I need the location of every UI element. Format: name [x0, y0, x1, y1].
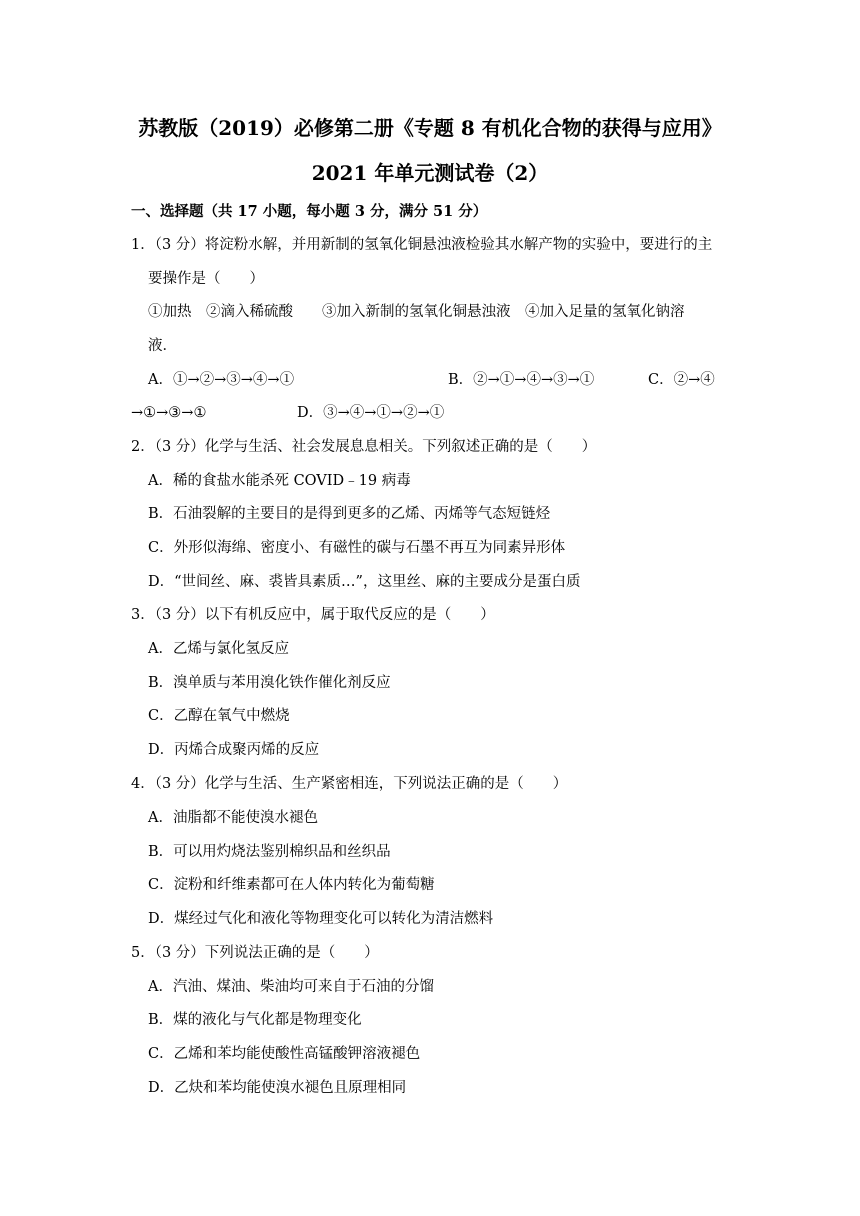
- question-2-option-d: D．“世间丝、麻、裘皆具素质…”，这里丝、麻的主要成分是蛋白质: [148, 574, 581, 590]
- question-1-option-a: A．①→②→③→④→①: [148, 372, 295, 388]
- question-1-option-d: D．③→④→①→②→①: [297, 405, 445, 421]
- question-1-option-b: B．②→①→④→③→①: [448, 372, 595, 388]
- question-4-stem: 4．（3 分）化学与生活、生产紧密相连，下列说法正确的是（ ）: [131, 776, 568, 792]
- question-2-option-b: B．石油裂解的主要目的是得到更多的乙烯、丙烯等气态短链烃: [148, 506, 551, 522]
- question-5-stem: 5．（3 分）下列说法正确的是（ ）: [131, 945, 379, 961]
- question-5-option-c: C．乙烯和苯均能使酸性高锰酸钾溶液褪色: [148, 1046, 421, 1062]
- doc-title-line1: 苏教版（2019）必修第二册《专题 8 有机化合物的获得与应用》: [138, 116, 722, 140]
- question-2-stem: 2．（3 分）化学与生活、社会发展息息相关。下列叙述正确的是（ ）: [131, 439, 597, 455]
- question-1-stem-cont: 要操作是（ ）: [148, 271, 264, 287]
- question-3-stem: 3．（3 分）以下有机反应中，属于取代反应的是（ ）: [131, 607, 495, 623]
- question-2-option-c: C．外形似海绵、密度小、有磁性的碳与石墨不再互为同素异形体: [148, 540, 566, 556]
- question-1-stem: 1．（3 分）将淀粉水解，并用新制的氢氧化铜悬浊液检验其水解产物的实验中，要进行的主: [131, 237, 713, 253]
- question-4-option-b: B．可以用灼烧法鉴别棉织品和丝织品: [148, 844, 391, 860]
- question-1-steps-cont: 液．: [148, 338, 177, 354]
- question-5-option-d: D．乙炔和苯均能使溴水褪色且原理相同: [148, 1080, 407, 1096]
- question-4-option-c: C．淀粉和纤维素都可在人体内转化为葡萄糖: [148, 877, 435, 893]
- question-3-option-b: B．溴单质与苯用溴化铁作催化剂反应: [148, 675, 391, 691]
- question-1-option-c: C．②→④: [648, 372, 715, 388]
- question-1-option-c-cont: →①→③→①: [131, 405, 207, 421]
- question-4-option-a: A．油脂都不能使溴水褪色: [148, 810, 318, 826]
- question-4-option-d: D．煤经过气化和液化等物理变化可以转化为清洁燃料: [148, 911, 494, 927]
- question-3-option-c: C．乙醇在氧气中燃烧: [148, 708, 290, 724]
- question-5-option-a: A．汽油、煤油、柴油均可来自于石油的分馏: [148, 979, 434, 995]
- question-3-option-a: A．乙烯与氯化氢反应: [148, 641, 289, 657]
- question-5-option-b: B．煤的液化与气化都是物理变化: [148, 1012, 362, 1028]
- question-1-steps: ①加热 ②滴入稀硫酸 ③加入新制的氢氧化铜悬浊液 ④加入足量的氢氧化钠溶: [148, 304, 685, 320]
- section-heading: 一、选择题（共 17 小题，每小题 3 分，满分 51 分）: [131, 203, 488, 220]
- question-3-option-d: D．丙烯合成聚丙烯的反应: [148, 742, 320, 758]
- doc-title-line2: 2021 年单元测试卷（2）: [311, 161, 549, 185]
- question-2-option-a: A．稀的食盐水能杀死 COVID﹣19 病毒: [148, 473, 411, 489]
